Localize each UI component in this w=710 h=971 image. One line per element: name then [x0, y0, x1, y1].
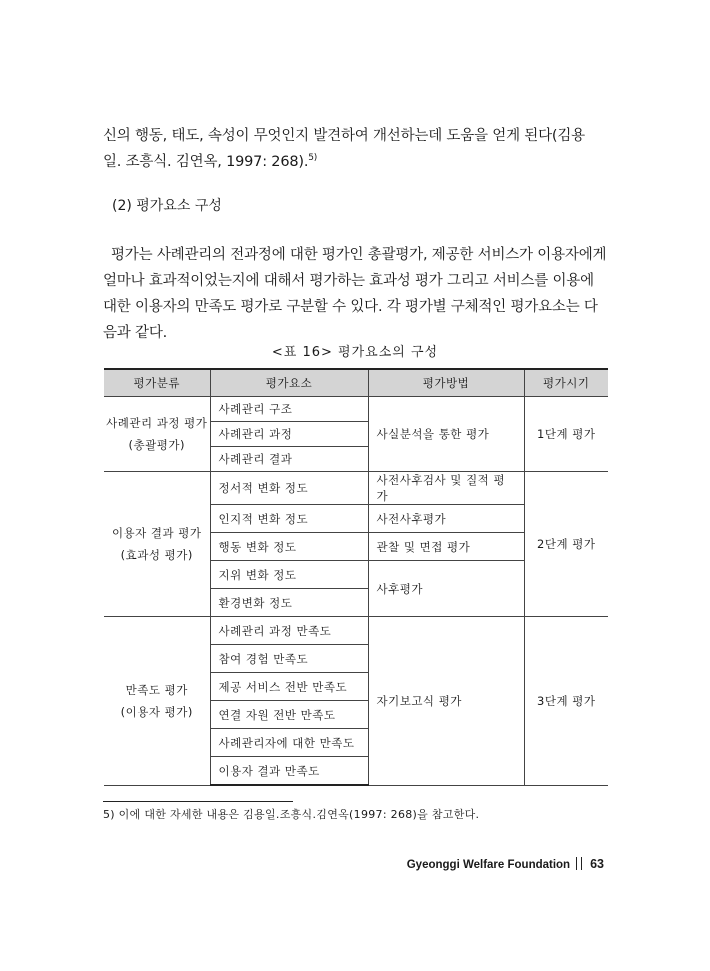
method-cell: 사실분석을 통한 평가	[368, 397, 524, 472]
footnote-reference: 5)	[308, 153, 318, 164]
section-subheading: (2) 평가요소 구성	[112, 198, 222, 214]
table-row	[104, 472, 608, 505]
category-sublabel: (효과성 평가)	[120, 548, 193, 562]
paragraph-line: 신의 행동, 태도, 속성이 무엇인지 발견하여 개선하는데 도움을 얻게 된다(김용	[103, 128, 585, 144]
page-footer	[407, 857, 604, 871]
element-cell: 정서적 변화 정도	[210, 472, 368, 505]
category-cell	[104, 472, 210, 617]
paragraph-evaluation	[103, 242, 608, 346]
category-cell	[104, 617, 210, 786]
element-cell: 연결 자원 전반 만족도	[210, 701, 368, 729]
method-cell: 사전사후평가	[368, 505, 524, 533]
element-cell: 사례관리 과정 만족도	[210, 617, 368, 645]
category-label: 사례관리 과정 평가	[106, 416, 208, 430]
paragraph-intro	[103, 123, 608, 175]
method-cell: 사후평가	[368, 561, 524, 617]
paragraph-line: 대한 이용자의 만족도 평가로 구분할 수 있다. 각 평가별 구체적인 평가요소는 다	[103, 299, 598, 315]
paragraph-line	[103, 149, 608, 175]
timing-cell: 3단계 평가	[524, 617, 608, 786]
footnote-divider	[103, 801, 293, 802]
element-cell: 사례관리 구조	[210, 397, 368, 422]
element-cell: 행동 변화 정도	[210, 533, 368, 561]
timing-cell: 1단계 평가	[524, 397, 608, 472]
element-cell: 제공 서비스 전반 만족도	[210, 673, 368, 701]
element-cell: 환경변화 정도	[210, 589, 368, 617]
category-cell	[104, 397, 210, 472]
category-sublabel: (총괄평가)	[128, 438, 185, 452]
element-cell: 참여 경험 만족도	[210, 645, 368, 673]
method-cell: 관찰 및 면접 평가	[368, 533, 524, 561]
category-label: 만족도 평가	[125, 682, 188, 697]
paragraph-line: 평가는 사례관리의 전과정에 대한 평가인 총괄평가, 제공한 서비스가 이용자에게	[111, 247, 607, 263]
category-sublabel: (이용자 평가)	[120, 704, 193, 719]
method-cell: 자기보고식 평가	[368, 617, 524, 786]
element-cell: 인지적 변화 정도	[210, 505, 368, 533]
element-cell: 사례관리자에 대한 만족도	[210, 729, 368, 757]
evaluation-table	[104, 368, 608, 786]
table-row	[104, 397, 608, 422]
footer-separator	[576, 857, 582, 870]
table-header-row	[104, 369, 608, 397]
page-number: 63	[590, 857, 604, 871]
paragraph-line: 음과 같다.	[103, 325, 168, 341]
element-cell: 이용자 결과 만족도	[210, 757, 368, 786]
timing-cell: 2단계 평가	[524, 472, 608, 617]
footnote: 5) 이에 대한 자세한 내용은 김용일.조흥식.김연옥(1997: 268)을 참고한다.	[103, 808, 480, 821]
header-timing: 평가시기	[524, 369, 608, 397]
header-category: 평가분류	[104, 369, 210, 397]
paragraph-line-text: 일. 조흥식. 김연옥, 1997: 268).	[103, 154, 309, 170]
method-cell: 사전사후검사 및 질적 평가	[368, 472, 524, 505]
category-label: 이용자 결과 평가	[111, 526, 202, 540]
element-cell: 사례관리 결과	[210, 447, 368, 472]
paragraph-line: 얼마나 효과적이었는지에 대해서 평가하는 효과성 평가 그리고 서비스를 이용에	[103, 273, 594, 289]
element-cell: 사례관리 과정	[210, 422, 368, 447]
element-cell: 지위 변화 정도	[210, 561, 368, 589]
table-caption: <표 16> 평가요소의 구성	[271, 345, 439, 360]
header-element: 평가요소	[210, 369, 368, 397]
header-method: 평가방법	[368, 369, 524, 397]
footer-organization: Gyeonggi Welfare Foundation	[406, 859, 571, 871]
table-row	[104, 617, 608, 645]
